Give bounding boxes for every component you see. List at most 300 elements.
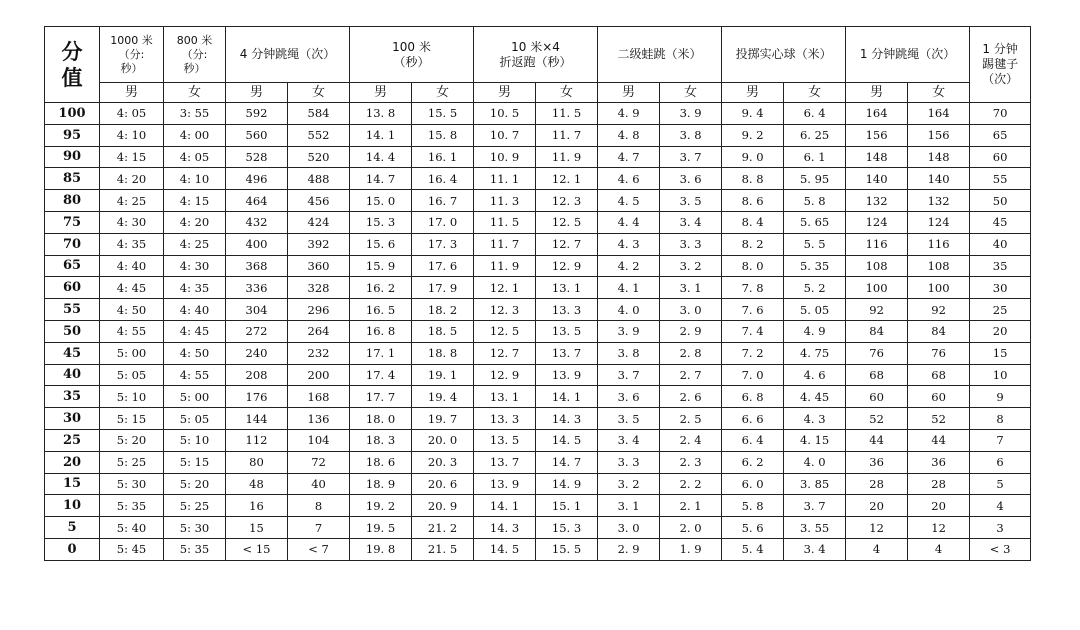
table-row [45, 168, 1031, 190]
table-cell: 1. 9 [660, 538, 722, 560]
table-cell: 12. 9 [474, 364, 536, 386]
table-cell: 17. 3 [412, 233, 474, 255]
table-cell: 5: 35 [100, 495, 164, 517]
table-cell: 9. 2 [722, 124, 784, 146]
table-cell: 240 [226, 342, 288, 364]
table-cell: 432 [226, 211, 288, 233]
table-cell: 5: 30 [100, 473, 164, 495]
table-cell: 552 [288, 124, 350, 146]
table-row [45, 146, 1031, 168]
table-cell: 4. 4 [598, 211, 660, 233]
table-cell: 17. 4 [350, 364, 412, 386]
table-cell: 5: 20 [100, 429, 164, 451]
table-cell: 14. 3 [474, 517, 536, 539]
table-cell: < 15 [226, 538, 288, 560]
table-cell: 5 [970, 473, 1031, 495]
table-cell: 19. 1 [412, 364, 474, 386]
table-cell: 18. 8 [412, 342, 474, 364]
table-cell: 19. 8 [350, 538, 412, 560]
table-cell: 132 [846, 190, 908, 212]
table-cell: 6. 6 [722, 408, 784, 430]
table-cell: 4. 0 [784, 451, 846, 473]
table-cell: 336 [226, 277, 288, 299]
table-cell: 5: 05 [100, 364, 164, 386]
table-cell: 8. 0 [722, 255, 784, 277]
table-cell: 5: 15 [164, 451, 226, 473]
table-cell: 4. 3 [598, 233, 660, 255]
table-cell: 28 [908, 473, 970, 495]
table-cell: 3. 4 [598, 429, 660, 451]
table-cell: 17. 7 [350, 386, 412, 408]
table-cell: 4. 6 [598, 168, 660, 190]
score-cell: 65 [45, 255, 100, 277]
table-cell: 520 [288, 146, 350, 168]
table-cell: 11. 9 [536, 146, 598, 168]
subheader-female: 女 [536, 83, 598, 103]
table-cell: 3: 55 [164, 103, 226, 125]
table-cell: 16. 2 [350, 277, 412, 299]
table-cell: 11. 7 [474, 233, 536, 255]
table-cell: 3. 4 [784, 538, 846, 560]
table-cell: 16. 4 [412, 168, 474, 190]
table-cell: 68 [908, 364, 970, 386]
table-cell: 164 [908, 103, 970, 125]
table-cell: 6. 0 [722, 473, 784, 495]
table-cell: 14. 7 [536, 451, 598, 473]
table-cell: 328 [288, 277, 350, 299]
table-row [45, 473, 1031, 495]
score-table [44, 26, 1031, 561]
table-cell: 5: 45 [100, 538, 164, 560]
table-cell: 584 [288, 103, 350, 125]
table-cell: 55 [970, 168, 1031, 190]
table-cell: 36 [908, 451, 970, 473]
table-cell: 15. 9 [350, 255, 412, 277]
table-cell: 264 [288, 320, 350, 342]
table-cell: 21. 5 [412, 538, 474, 560]
table-cell: 5: 00 [164, 386, 226, 408]
table-cell: 60 [908, 386, 970, 408]
table-cell: 3. 3 [660, 233, 722, 255]
table-cell: 72 [288, 451, 350, 473]
table-cell: 140 [908, 168, 970, 190]
table-cell: 18. 2 [412, 299, 474, 321]
table-cell: 176 [226, 386, 288, 408]
table-cell: 11. 5 [474, 211, 536, 233]
table-cell: 12. 9 [536, 255, 598, 277]
table-cell: 4: 45 [164, 320, 226, 342]
table-cell: 20 [970, 320, 1031, 342]
table-cell: 16. 5 [350, 299, 412, 321]
header-dash100 [350, 27, 474, 83]
table-cell: 5. 35 [784, 255, 846, 277]
table-cell: 5: 30 [164, 517, 226, 539]
header-rope1 [846, 27, 970, 83]
table-cell: 5. 6 [722, 517, 784, 539]
table-cell: 4. 7 [598, 146, 660, 168]
table-cell: 80 [226, 451, 288, 473]
table-cell: 4: 35 [164, 277, 226, 299]
header-run800 [164, 27, 226, 83]
table-cell: 7 [970, 429, 1031, 451]
table-cell: 4. 75 [784, 342, 846, 364]
table-cell: 360 [288, 255, 350, 277]
table-cell: 4. 9 [598, 103, 660, 125]
score-cell: 15 [45, 473, 100, 495]
table-cell: 11. 1 [474, 168, 536, 190]
table-cell: 12. 3 [536, 190, 598, 212]
header-rope4 [226, 27, 350, 83]
table-cell: 208 [226, 364, 288, 386]
table-row [45, 364, 1031, 386]
score-cell: 35 [45, 386, 100, 408]
table-cell: 70 [970, 103, 1031, 125]
table-cell: 5: 35 [164, 538, 226, 560]
table-cell: 14. 1 [474, 495, 536, 517]
table-cell: 14. 4 [350, 146, 412, 168]
table-cell: 4: 15 [100, 146, 164, 168]
header-jump-label: 二级蛙跳（米） [617, 47, 702, 61]
table-cell: 65 [970, 124, 1031, 146]
table-cell: 6. 4 [722, 429, 784, 451]
table-cell: 7 [288, 517, 350, 539]
table-cell: 40 [970, 233, 1031, 255]
table-cell: 4: 15 [164, 190, 226, 212]
table-cell: 4: 50 [164, 342, 226, 364]
table-cell: 5. 8 [722, 495, 784, 517]
header-shuttlecock-label: 1 分钟 踢毽子 （次） [982, 42, 1019, 86]
table-cell: 9. 0 [722, 146, 784, 168]
table-cell: 15. 3 [350, 211, 412, 233]
table-cell: 104 [288, 429, 350, 451]
table-cell: 13. 8 [350, 103, 412, 125]
table-cell: 2. 4 [660, 429, 722, 451]
table-cell: 5. 95 [784, 168, 846, 190]
table-cell: 6. 1 [784, 146, 846, 168]
table-cell: 4. 5 [598, 190, 660, 212]
table-row [45, 277, 1031, 299]
table-cell: 3. 85 [784, 473, 846, 495]
table-row [45, 408, 1031, 430]
header-shuttle [474, 27, 598, 83]
table-cell: 20 [846, 495, 908, 517]
table-cell: 10. 9 [474, 146, 536, 168]
table-cell: 10 [970, 364, 1031, 386]
table-cell: 116 [908, 233, 970, 255]
table-cell: 2. 9 [598, 538, 660, 560]
table-row [45, 538, 1031, 560]
table-cell: 7. 4 [722, 320, 784, 342]
table-row [45, 233, 1031, 255]
table-cell: 592 [226, 103, 288, 125]
table-cell: 6. 25 [784, 124, 846, 146]
table-cell: 4: 55 [164, 364, 226, 386]
score-cell: 25 [45, 429, 100, 451]
subheader-female: 女 [908, 83, 970, 103]
subheader-male: 男 [598, 83, 660, 103]
table-cell: 40 [288, 473, 350, 495]
table-cell: 13. 3 [536, 299, 598, 321]
table-cell: 4: 40 [100, 255, 164, 277]
table-cell: 8. 4 [722, 211, 784, 233]
table-cell: 156 [908, 124, 970, 146]
table-cell: 4 [846, 538, 908, 560]
table-cell: 3. 2 [598, 473, 660, 495]
table-cell: 3. 55 [784, 517, 846, 539]
table-row [45, 342, 1031, 364]
table-cell: 18. 9 [350, 473, 412, 495]
table-cell: 132 [908, 190, 970, 212]
table-cell: 60 [970, 146, 1031, 168]
table-cell: 12. 5 [474, 320, 536, 342]
score-table-body [45, 103, 1031, 561]
table-cell: 4: 05 [100, 103, 164, 125]
table-cell: 13. 7 [536, 342, 598, 364]
table-cell: 272 [226, 320, 288, 342]
table-cell: 9. 4 [722, 103, 784, 125]
table-cell: 5. 5 [784, 233, 846, 255]
table-cell: 400 [226, 233, 288, 255]
subheader-male: 男 [350, 83, 412, 103]
table-cell: 11. 5 [536, 103, 598, 125]
table-cell: 11. 9 [474, 255, 536, 277]
score-cell: 90 [45, 146, 100, 168]
table-row [45, 255, 1031, 277]
score-header-label: 分值 [61, 39, 83, 90]
table-cell: 8. 8 [722, 168, 784, 190]
table-cell: 9 [970, 386, 1031, 408]
table-cell: 124 [908, 211, 970, 233]
score-cell: 80 [45, 190, 100, 212]
table-cell: 30 [970, 277, 1031, 299]
table-cell: 296 [288, 299, 350, 321]
header-dash100-label: 100 米 （秒） [392, 39, 431, 69]
header-rope4-label: 4 分钟跳绳（次） [239, 47, 336, 61]
table-cell: 4. 0 [598, 299, 660, 321]
table-cell: 4: 40 [164, 299, 226, 321]
table-cell: 368 [226, 255, 288, 277]
header-shuttlecock [970, 27, 1031, 103]
table-cell: 14. 3 [536, 408, 598, 430]
table-cell: 52 [908, 408, 970, 430]
table-cell: 4: 10 [100, 124, 164, 146]
header-run1000 [100, 27, 164, 83]
table-cell: 92 [846, 299, 908, 321]
table-cell: 18. 6 [350, 451, 412, 473]
subheader-female: 女 [660, 83, 722, 103]
header-ball-label: 投掷实心球（米） [735, 47, 832, 61]
score-cell: 5 [45, 517, 100, 539]
table-cell: 20. 6 [412, 473, 474, 495]
score-cell: 100 [45, 103, 100, 125]
table-cell: 108 [908, 255, 970, 277]
subheader-male: 男 [722, 83, 784, 103]
table-cell: 44 [846, 429, 908, 451]
table-cell: 164 [846, 103, 908, 125]
table-cell: 4 [908, 538, 970, 560]
table-cell: 4: 45 [100, 277, 164, 299]
table-cell: < 3 [970, 538, 1031, 560]
table-cell: 112 [226, 429, 288, 451]
table-row [45, 386, 1031, 408]
table-cell: 5. 65 [784, 211, 846, 233]
table-cell: 14. 5 [474, 538, 536, 560]
table-cell: 14. 9 [536, 473, 598, 495]
table-cell: 28 [846, 473, 908, 495]
table-cell: 6. 2 [722, 451, 784, 473]
table-cell: 3. 2 [660, 255, 722, 277]
table-cell: 2. 5 [660, 408, 722, 430]
table-cell: 4: 10 [164, 168, 226, 190]
table-cell: 12. 7 [536, 233, 598, 255]
header-ball [722, 27, 846, 83]
table-cell: 4: 55 [100, 320, 164, 342]
table-cell: 528 [226, 146, 288, 168]
table-row [45, 517, 1031, 539]
subheader-male: 男 [226, 83, 288, 103]
table-cell: 108 [846, 255, 908, 277]
table-cell: 7. 8 [722, 277, 784, 299]
table-cell: 17. 9 [412, 277, 474, 299]
table-cell: 392 [288, 233, 350, 255]
table-cell: 19. 5 [350, 517, 412, 539]
table-cell: 50 [970, 190, 1031, 212]
table-cell: 2. 2 [660, 473, 722, 495]
table-row [45, 211, 1031, 233]
table-cell: 13. 9 [536, 364, 598, 386]
table-cell: 12. 1 [536, 168, 598, 190]
table-cell: 15. 6 [350, 233, 412, 255]
table-cell: 4. 3 [784, 408, 846, 430]
table-cell: 15 [226, 517, 288, 539]
header-jump [598, 27, 722, 83]
table-cell: 100 [908, 277, 970, 299]
table-cell: 3. 8 [660, 124, 722, 146]
table-cell: 16 [226, 495, 288, 517]
table-cell: 15. 8 [412, 124, 474, 146]
table-cell: 5: 25 [100, 451, 164, 473]
table-cell: 4: 20 [164, 211, 226, 233]
table-cell: 14. 1 [350, 124, 412, 146]
table-cell: 560 [226, 124, 288, 146]
table-cell: 2. 3 [660, 451, 722, 473]
table-cell: 12. 7 [474, 342, 536, 364]
table-cell: 2. 1 [660, 495, 722, 517]
score-table-container [44, 26, 1031, 561]
score-column-header [45, 27, 100, 103]
table-cell: 3. 0 [598, 517, 660, 539]
table-cell: 4 [970, 495, 1031, 517]
table-cell: 3. 1 [660, 277, 722, 299]
score-cell: 30 [45, 408, 100, 430]
table-cell: 12 [908, 517, 970, 539]
table-row [45, 451, 1031, 473]
table-cell: 13. 1 [474, 386, 536, 408]
table-cell: 148 [908, 146, 970, 168]
table-cell: 3. 4 [660, 211, 722, 233]
table-cell: 5. 05 [784, 299, 846, 321]
table-cell: 16. 7 [412, 190, 474, 212]
table-cell: 5. 2 [784, 277, 846, 299]
header-run1000-label: 1000 米 （分: 秒） [110, 33, 153, 75]
table-cell: 36 [846, 451, 908, 473]
table-cell: 124 [846, 211, 908, 233]
table-cell: 5. 8 [784, 190, 846, 212]
table-row [45, 190, 1031, 212]
table-cell: 6. 8 [722, 386, 784, 408]
table-cell: 2. 9 [660, 320, 722, 342]
table-cell: 16. 1 [412, 146, 474, 168]
table-cell: 15. 1 [536, 495, 598, 517]
table-cell: 5: 00 [100, 342, 164, 364]
table-cell: 4. 15 [784, 429, 846, 451]
score-cell: 85 [45, 168, 100, 190]
table-cell: 4: 00 [164, 124, 226, 146]
table-cell: 496 [226, 168, 288, 190]
table-cell: 19. 2 [350, 495, 412, 517]
table-row [45, 320, 1031, 342]
table-cell: 100 [846, 277, 908, 299]
table-cell: 304 [226, 299, 288, 321]
table-cell: 20. 3 [412, 451, 474, 473]
table-row [45, 299, 1031, 321]
table-cell: 84 [908, 320, 970, 342]
score-cell: 55 [45, 299, 100, 321]
table-cell: 6. 4 [784, 103, 846, 125]
table-cell: 3. 5 [660, 190, 722, 212]
table-cell: 4: 35 [100, 233, 164, 255]
table-cell: 3. 6 [598, 386, 660, 408]
score-cell: 60 [45, 277, 100, 299]
table-cell: 17. 0 [412, 211, 474, 233]
table-cell: 144 [226, 408, 288, 430]
table-cell: 13. 1 [536, 277, 598, 299]
score-cell: 50 [45, 320, 100, 342]
table-cell: 4. 2 [598, 255, 660, 277]
table-cell: 11. 7 [536, 124, 598, 146]
table-cell: 60 [846, 386, 908, 408]
table-cell: 15. 5 [536, 538, 598, 560]
table-cell: 424 [288, 211, 350, 233]
table-cell: 3. 3 [598, 451, 660, 473]
table-cell: 3. 1 [598, 495, 660, 517]
table-cell: 5: 25 [164, 495, 226, 517]
table-cell: 20. 9 [412, 495, 474, 517]
table-row [45, 495, 1031, 517]
table-cell: 35 [970, 255, 1031, 277]
table-cell: 12 [846, 517, 908, 539]
table-cell: 84 [846, 320, 908, 342]
table-cell: 19. 4 [412, 386, 474, 408]
table-cell: 4: 05 [164, 146, 226, 168]
table-cell: 4: 25 [164, 233, 226, 255]
table-cell: 20. 0 [412, 429, 474, 451]
table-cell: 4. 6 [784, 364, 846, 386]
table-cell: 15 [970, 342, 1031, 364]
header-run800-label: 800 米 （分: 秒） [176, 33, 213, 75]
table-cell: 16. 8 [350, 320, 412, 342]
table-cell: 4. 45 [784, 386, 846, 408]
table-cell: 3. 7 [784, 495, 846, 517]
table-cell: 21. 2 [412, 517, 474, 539]
table-cell: 10. 5 [474, 103, 536, 125]
table-cell: 76 [908, 342, 970, 364]
table-cell: 3. 5 [598, 408, 660, 430]
table-cell: 232 [288, 342, 350, 364]
table-cell: 13. 9 [474, 473, 536, 495]
table-cell: 8. 6 [722, 190, 784, 212]
table-cell: 2. 6 [660, 386, 722, 408]
